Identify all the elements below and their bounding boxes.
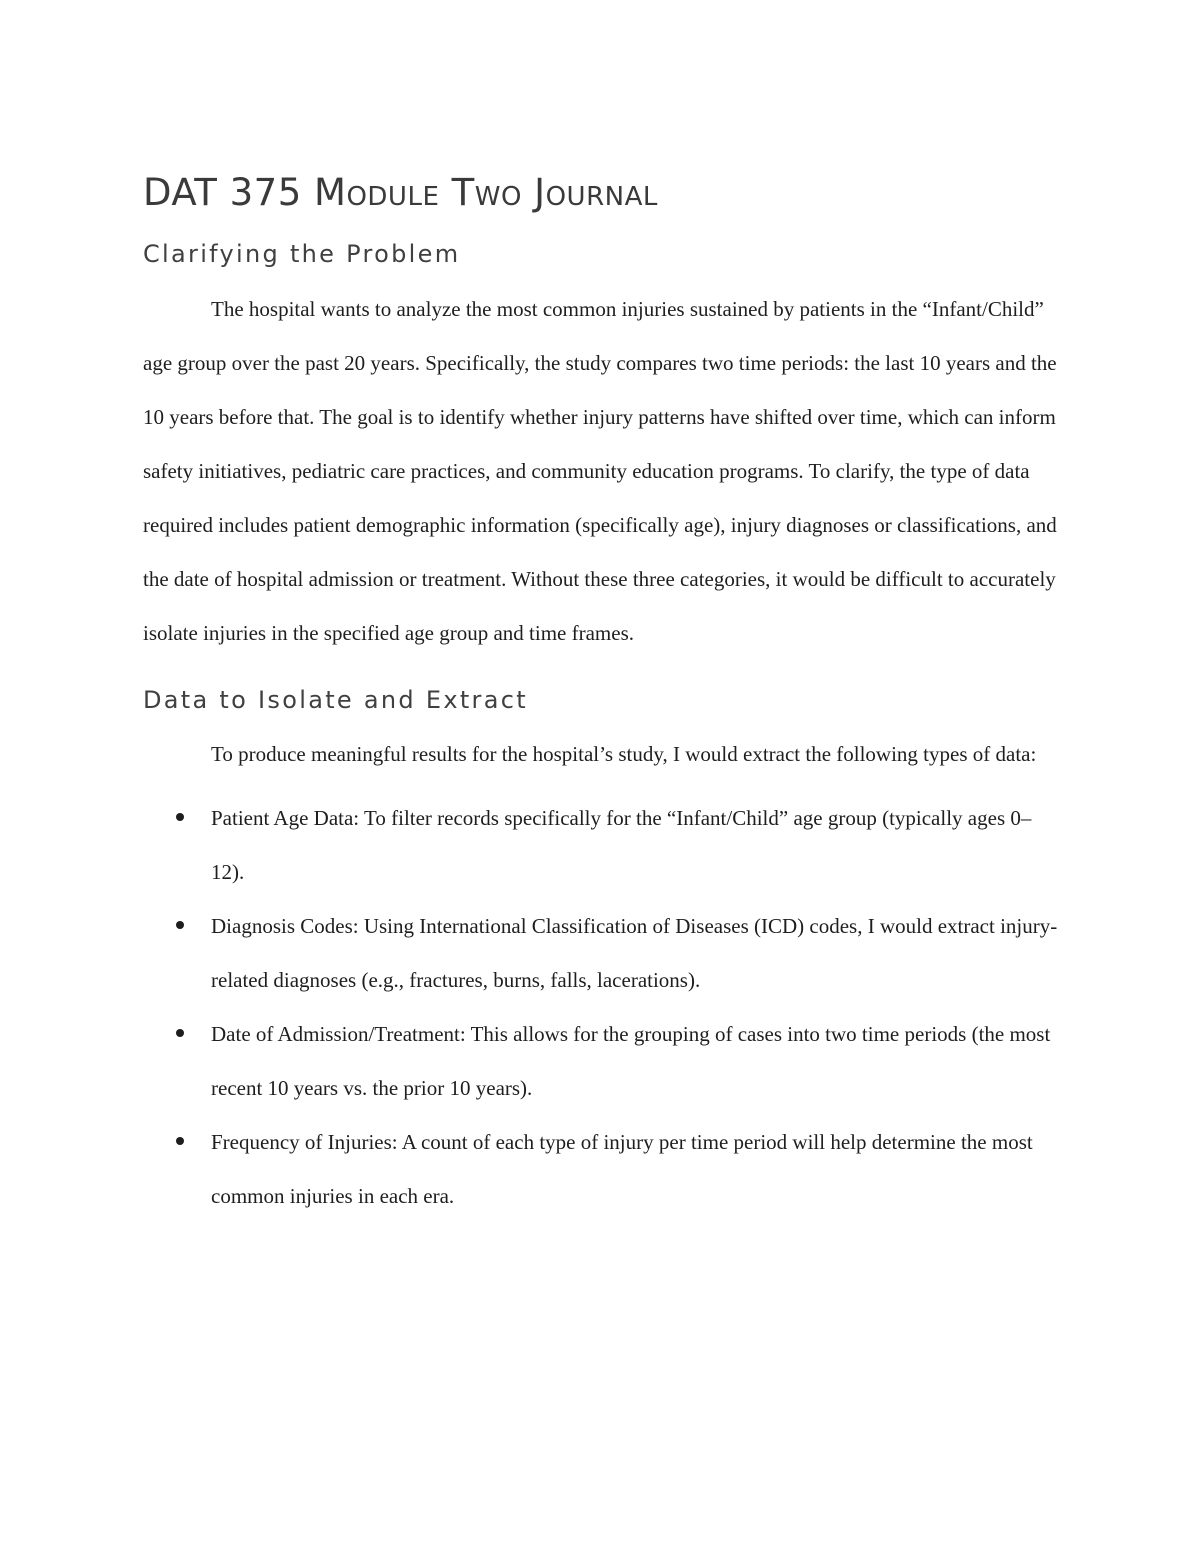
list-item <box>143 791 1063 899</box>
list-item-text: Diagnosis Codes: Using International Classification of Diseases (ICD) codes, I would extract injury-related diagnoses (e.g., fractures, burns, falls, lacerations). <box>211 913 1058 992</box>
bullet-icon <box>176 1029 184 1037</box>
section-paragraph-data-extract: To produce meaningful results for the hospital’s study, I would extract the following types of data: <box>211 741 1037 766</box>
data-types-list <box>143 791 1063 1223</box>
list-item <box>143 899 1063 1007</box>
list-item <box>143 1115 1063 1223</box>
bullet-icon <box>176 1137 184 1145</box>
document-body <box>143 170 1063 1223</box>
list-item-text: Patient Age Data: To filter records specifically for the “Infant/Child” age group (typically ages 0–12). <box>211 805 1032 884</box>
section-heading-clarifying: Clarifying the Problem <box>143 240 461 268</box>
document-title: DAT 375 Module Two Journal <box>143 171 658 214</box>
section-heading-data-extract: Data to Isolate and Extract <box>143 685 528 714</box>
list-item-text: Date of Admission/Treatment: This allows for the grouping of cases into two time periods (the most recent 10 years vs. the prior 10 years). <box>211 1021 1051 1100</box>
bullet-icon <box>176 813 184 821</box>
list-item-text: Frequency of Injuries: A count of each type of injury per time period will help determine the most common injuries in each era. <box>211 1129 1033 1208</box>
bullet-icon <box>176 921 184 929</box>
section-paragraph-clarifying: The hospital wants to analyze the most common injuries sustained by patients in the “Infant/Child” age group over the past 20 years. Specifically, the study compares two time periods: the last 10 years and the 10 years before that. The goal is to identify whether injury patterns have shifted over time, which can inform safety initiatives, pediatric care practices, and community education programs. To clarify, the type of data required includes patient demographic information (specifically age), injury diagnoses or classifications, and the date of hospital admission or treatment. Without these three categories, it would be difficult to accurately isolate injuries in the specified age group and time frames. <box>143 296 1057 645</box>
list-item <box>143 1007 1063 1115</box>
